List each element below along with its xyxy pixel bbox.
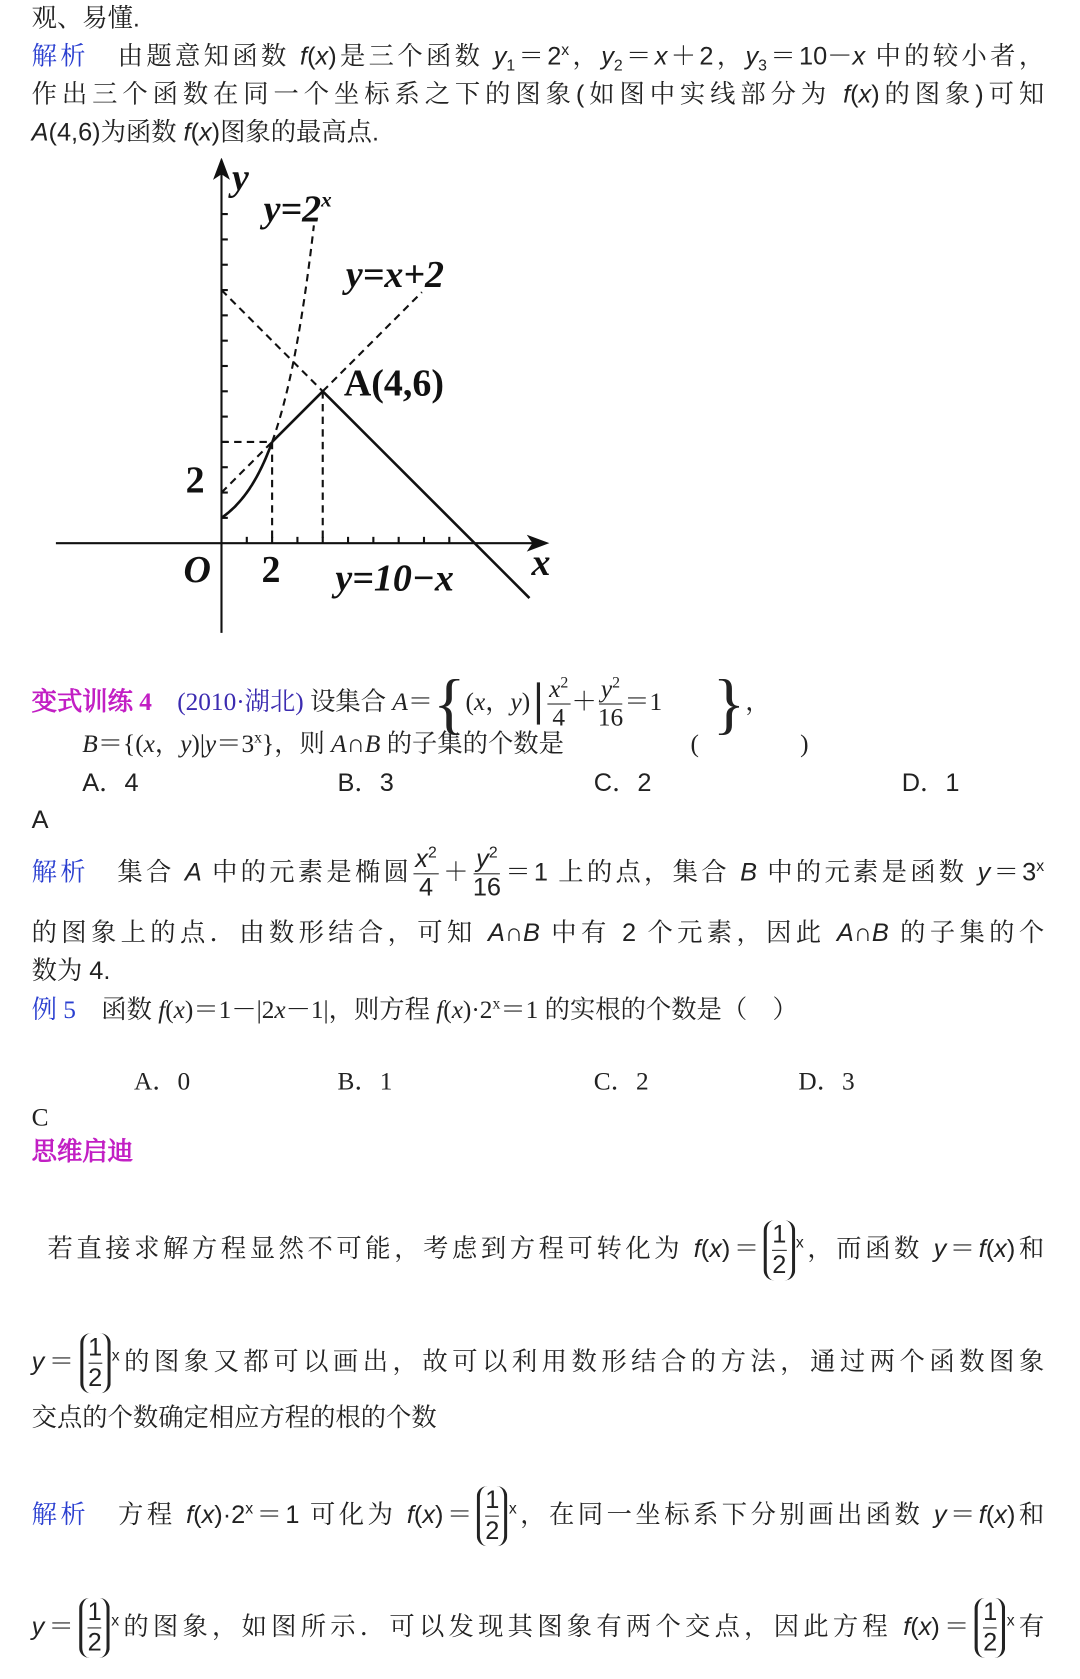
denominator [419,875,433,902]
math-variable: A [184,858,202,888]
text-fragment: 中的元素是函数 [756,858,978,888]
text-line [32,114,379,152]
math-variable: y [977,858,991,888]
math-variable: y [745,42,759,71]
superscript: x [245,1499,254,1518]
math-variable: x [274,996,286,1025]
math-variable: y [493,42,507,71]
brace: } [712,666,746,741]
thinking-heading: 思维启迪 [31,1138,133,1167]
origin-label: O [183,549,211,592]
text-fragment: 交点的个数确定相应方程的根的个数 [31,1403,437,1433]
text-fragment: 的子集的个数是 ( ) [380,730,809,759]
text-fragment: 4 [418,873,434,902]
math-variable: x [852,42,866,71]
math-variable: A [487,918,505,948]
text-fragment: )图象的最高点. [211,118,380,147]
math-variable: y [510,688,522,717]
text-fragment: ＝1 的实根的个数是（ ） [500,996,798,1025]
curve-2x-dashed [272,225,314,442]
text-line [32,1325,1045,1401]
x-tick-label: 2 [261,549,281,592]
numerator: 1 [88,1598,102,1629]
text-fragment: 设集合 [303,688,393,717]
text-fragment: )＝1－|2 [184,996,275,1025]
option-d: D．3 [798,1068,855,1096]
text-fragment: ( [193,1500,202,1530]
math-variable: x [918,1612,932,1642]
option-c: C．2 [593,768,652,798]
fraction [413,843,439,902]
text-fragment: 方程 [89,1500,187,1530]
text-fragment: ( [985,1235,995,1264]
fraction [598,676,623,732]
text-fragment: ＝ [622,42,655,71]
text-fragment: )·2 [462,996,493,1025]
math-variable: y [933,1500,947,1530]
text-fragment: 的图象，如图所示．可以发现其图象有两个交点，因此方程 [119,1612,904,1642]
curve-2x-solid [221,442,272,518]
text-fragment: ＝ [946,1500,979,1530]
text-fragment: 中的较小者， [865,42,1045,71]
superscript: 2 [612,674,621,692]
text-fragment: ( [165,996,174,1025]
superscript: x [492,995,501,1013]
subscript: 1 [506,56,516,75]
text-fragment: ) [521,688,531,717]
label-exp-text: y=2 [263,188,322,231]
text-fragment: 观、易懂. [31,4,140,33]
math-variable: y [600,676,613,704]
superscript: 2 [427,843,437,862]
text-fragment: )| [191,730,205,759]
numerator [413,843,439,874]
math-variable: y [601,42,614,71]
option-c: C．2 [593,1068,649,1096]
text-fragment: ＝3 [216,730,255,759]
text-line [32,76,1045,114]
text-fragment: ， [569,42,602,71]
math-variable: x [199,118,212,147]
parenthesized-fraction [477,1486,508,1546]
math-variable: f [183,118,191,147]
text-fragment: 中的元素是椭圆 [201,858,413,888]
text-fragment: )是三个函数 [328,42,494,71]
exercise-4-line [82,726,808,764]
math-variable: y [31,1347,45,1377]
text-fragment: ＋ [571,688,597,717]
text-fragment: ∩ [504,918,524,948]
numerator: 1 [88,1333,102,1364]
text-fragment: ( [465,688,474,717]
superscript: x [111,1346,120,1365]
denominator: 2 [772,1251,787,1280]
text-fragment: 数为 4. [31,956,111,986]
label-point-a: A(4,6) [343,362,444,405]
fraction [472,843,501,902]
text-fragment: ， [485,688,511,717]
text-fragment: ( [700,1235,710,1264]
math-variable: B [364,730,381,759]
math-variable: x [709,1235,722,1264]
text-fragment: ，而函数 [803,1235,934,1264]
text-fragment: ( [443,996,452,1025]
option-a: A．4 [82,768,139,798]
math-variable: x [858,80,872,109]
math-variable: f [693,1235,701,1264]
math-variable: f [300,42,308,71]
math-variable: B [871,918,889,948]
numerator: 1 [485,1486,499,1517]
math-variable: A [392,688,408,717]
text-fragment: 16 [472,873,501,902]
text-fragment: ( [413,1500,423,1530]
text-line [32,952,111,990]
text-fragment: 的图象上的点．由数形结合，可知 [31,918,488,948]
superscript: x [1036,857,1045,876]
text-fragment: 有 [1014,1612,1045,1642]
math-variable: y [933,1235,947,1264]
superscript: 2 [488,843,498,862]
text-fragment: ( [910,1612,919,1642]
text-fragment: ＝ [407,688,434,717]
y-axis-label: y [232,158,249,199]
text-fragment: 中有 2 个元素，因此 [539,918,837,948]
numerator: 1 [983,1598,997,1629]
text-fragment: ＋2， [667,42,746,71]
math-variable: x [473,688,486,717]
numerator [474,843,500,874]
analysis-line [32,38,1045,76]
math-variable: A [836,918,854,948]
math-variable: x [994,1500,1007,1530]
math-variable: f [978,1235,986,1264]
math-variable: f [406,1500,414,1530]
text-line [32,0,140,38]
text-fragment: )＝ [435,1500,476,1530]
math-variable: f [436,996,444,1025]
label-linear: y=x+2 [345,253,445,296]
brace: { [433,666,466,741]
text-fragment: 函数 [75,996,159,1025]
text-fragment: ，在同一坐标系下分别画出函数 [516,1500,934,1530]
line-10-minus-x-dashed [221,290,322,391]
text-fragment: 16 [597,704,624,732]
text-line [32,1589,1045,1665]
parenthesized-fraction [79,1598,110,1658]
numerator: 1 [772,1220,786,1251]
text-fragment: 由题意知函数 [88,42,301,71]
superscript: x [508,1499,517,1518]
math-variable: f [158,996,166,1025]
analysis-line [32,1478,1045,1554]
section-label: 解析 [31,1500,90,1530]
example-5-line [32,991,798,1029]
math-variable: f [978,1500,986,1530]
math-variable: x [201,1500,215,1530]
section-label: 例 5 [31,996,76,1025]
label-dec: y=10−x [335,557,454,600]
math-variable: x [994,1235,1007,1264]
text-fragment: ＝ [946,1235,979,1264]
text-fragment: }，则 [262,730,332,759]
text-fragment: )＝ [931,1612,974,1642]
x-axis-label: x [531,541,551,584]
math-variable: x [451,996,463,1025]
text-fragment: ＝ [44,1347,79,1377]
text-fragment: ( [190,118,200,147]
analysis-line [32,835,1045,911]
text-fragment: ＝3 [990,858,1037,888]
text-fragment: ＝10－ [766,42,853,71]
text-fragment: 4 [552,704,566,732]
text-fragment: ∩ [346,730,365,759]
denominator: 2 [87,1628,102,1658]
label-exp-sup: x [321,187,332,212]
math-variable: A [331,730,347,759]
option-d: D．1 [901,768,960,798]
text-fragment: ( [850,80,859,109]
superscript: x [254,729,263,747]
numerator [599,676,622,704]
text-fragment: ， [154,730,181,759]
text-fragment: ＝1 上的点，集合 [502,858,741,888]
text-fragment: ＝ [44,1612,79,1642]
math-variable: B [740,858,757,888]
text-fragment: ＝1 [624,688,713,717]
text-fragment: ∩ [853,918,872,948]
label-exp [260,188,332,231]
option-b: B．1 [337,1068,393,1096]
text-fragment: ＋ [439,858,472,888]
math-variable: B [523,918,540,948]
text-fragment: 若直接求解方程显然不可能，考虑到方程可转化为 [47,1235,694,1264]
answer: C [31,1104,49,1132]
fraction [547,676,570,732]
numerator [547,676,570,704]
text-fragment: ( [307,42,316,71]
text-fragment: ( [985,1500,995,1530]
text-fragment: ＝2 [515,42,562,71]
text-fragment: ＝{( [97,730,144,759]
y-tick-label: 2 [185,459,205,502]
text-fragment: )＝ [721,1235,763,1264]
math-variable: x [173,996,185,1025]
math-variable: x [315,42,329,71]
math-variable: x [549,676,561,704]
text-fragment: )·2 [214,1500,246,1530]
math-variable: A [31,118,49,147]
line-x-plus-2-dashed [221,442,272,493]
option-b: B．3 [337,768,394,798]
math-variable: x [143,730,155,759]
subscript: 3 [758,56,767,75]
section-label: (2010·湖北) [151,688,304,717]
text-fragment: －1|，则方程 [285,996,437,1025]
parenthesized-fraction [80,1333,111,1393]
answer: A [31,805,49,835]
text-line [32,1400,437,1438]
section-label: 解析 [31,42,89,71]
math-variable: x [415,844,428,874]
math-variable: y [204,730,217,759]
math-variable: f [843,80,851,109]
math-variable: B [82,730,98,759]
text-fragment: 作出三个函数在同一个坐标系之下的图象(如图中实线部分为 [31,80,844,109]
superscript: 2 [560,674,569,692]
denominator [473,875,501,902]
denominator: 2 [88,1363,103,1393]
parenthesized-fraction [975,1598,1006,1658]
parenthesized-fraction [764,1220,795,1280]
text-fragment: ＝1 可化为 [253,1500,407,1530]
superscript: x [111,1611,120,1630]
text-fragment: 的图象又都可以画出，故可以利用数形结合的方法，通过两个函数图象 [119,1347,1045,1377]
text-fragment: (4,6)为函数 [48,118,184,147]
math-variable: y [31,1612,45,1642]
denominator: 2 [485,1516,500,1546]
math-variable: f [186,1500,194,1530]
math-variable: f [903,1612,911,1642]
set-bar [537,683,540,725]
math-variable: x [654,42,668,71]
math-variable: x [422,1500,436,1530]
text-line [32,914,1045,952]
option-a: A．0 [133,1068,191,1096]
text-fragment: )和 [1006,1235,1045,1264]
text-fragment: 的子集的个 [888,918,1045,948]
math-variable: y [476,844,489,874]
superscript: x [795,1233,804,1252]
superscript: x [1006,1611,1015,1630]
text-fragment: )的图象)可知 [871,80,1045,109]
denominator: 2 [983,1628,998,1658]
function-graph [0,158,570,643]
section-label: 解析 [31,858,89,888]
section-label: 变式训练 4 [31,688,152,717]
text-fragment: )和 [1006,1500,1045,1530]
text-line [47,1212,1044,1288]
text-fragment: ， [745,688,771,717]
math-variable: y [180,730,192,759]
superscript: x [561,41,570,60]
text-fragment: 集合 [88,858,185,888]
subscript: 2 [613,56,623,75]
